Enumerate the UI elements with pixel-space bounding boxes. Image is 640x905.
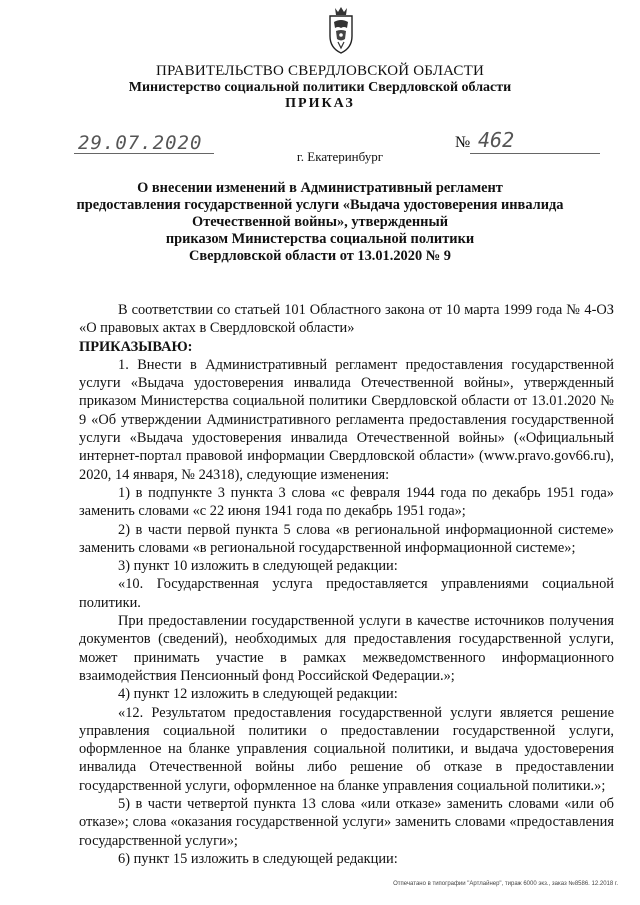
order-word: ПРИКАЗЫВАЮ: bbox=[79, 338, 193, 355]
paragraph: «10. Государственная услуга предоставляется управлениями социальной политики. bbox=[79, 576, 614, 611]
paragraph: «12. Результатом предоставления государственной услуги является решение управления социальной политики о предоставлении государственной услуги, оформленное на бланке управления социальной политики, и выдача удостоверения инвалида Отечественной войны либо решение об отказе в предоставлении государственной услуги, оформленное на бланке управления социальной политики.»; bbox=[79, 704, 614, 794]
paragraph: 6) пункт 15 изложить в следующей редакции: bbox=[118, 850, 398, 867]
print-footer: Отпечатано в типографии "Артлайнер", тираж 6000 экз., заказ №8586. 12.2018 г. bbox=[393, 881, 618, 887]
document-type: ПРИКАЗ bbox=[285, 96, 355, 111]
intro-paragraph: В соответствии со статьей 101 Областного закона от 10 марта 1999 года № 4-ОЗ «О правовых актах в Свердловской области» bbox=[79, 302, 614, 337]
title-line: предоставления государственной услуги «Выдача удостоверения инвалида bbox=[76, 197, 564, 213]
paragraph: 1) в подпункте 3 пункта 3 слова «с февраля 1944 года по декабрь 1951 года» заменить словами «с 22 июня 1941 года по декабрь 1951 года»; bbox=[79, 484, 614, 520]
coat-of-arms-emblem bbox=[326, 6, 356, 54]
paragraph: 1. Внести в Административный регламент предоставления государственной услуги «Выдача удостоверения инвалида Отечественной войны», утвержденный приказом Министерства социальной политики Свердловской области от 13.01.2020 № 9 «Об утверждении Административного регламента предоставления государственной услуги «Выдача удостоверения инвалида Отечественной войны» («Официальный интернет-портал правовой информации Свердловской области» (www.pravo.gov66.ru), 2020, 14 января, № 24318), следующие изменения: bbox=[79, 356, 614, 483]
paragraph: 5) в части четвертой пункта 13 слова «или отказе» заменить словами «или об отказе»; слова «оказания государственной услуги» заменить словами «предоставления государственной услуги»; bbox=[79, 796, 614, 849]
paragraph: 3) пункт 10 изложить в следующей редакции: bbox=[118, 558, 398, 575]
title-line: О внесении изменений в Административный регламент bbox=[137, 180, 503, 196]
document-body bbox=[79, 301, 614, 868]
order-date: 29.07.2020 bbox=[78, 132, 203, 154]
paragraph: При предоставлении государственной услуги в качестве источников получения документов (сведений), необходимых для предоставления государственной услуги, может принимать участие в рамках межведомственного информационного взаимодействия Пенсионный фонд Российской Федерации.»; bbox=[79, 613, 614, 684]
number-label: № bbox=[455, 134, 471, 151]
paragraph: 2) в части первой пункта 5 слова «в региональной информационной системе» заменить словами «в региональной государственной информационной системе»; bbox=[79, 521, 614, 556]
order-number: 462 bbox=[478, 128, 515, 152]
city: г. Екатеринбург bbox=[296, 149, 384, 164]
paragraph: 4) пункт 12 изложить в следующей редакции: bbox=[118, 686, 398, 703]
title-line: Свердловской области от 13.01.2020 № 9 bbox=[188, 248, 451, 264]
title-line: Отечественной войны», утвержденный bbox=[192, 214, 448, 230]
title-line: приказом Министерства социальной политики bbox=[165, 231, 475, 247]
government-name: ПРАВИТЕЛЬСТВО СВЕРДЛОВСКОЙ ОБЛАСТИ bbox=[155, 63, 485, 79]
document-title bbox=[60, 180, 580, 265]
ministry-name: Министерство социальной политики Свердловской области bbox=[128, 80, 512, 95]
